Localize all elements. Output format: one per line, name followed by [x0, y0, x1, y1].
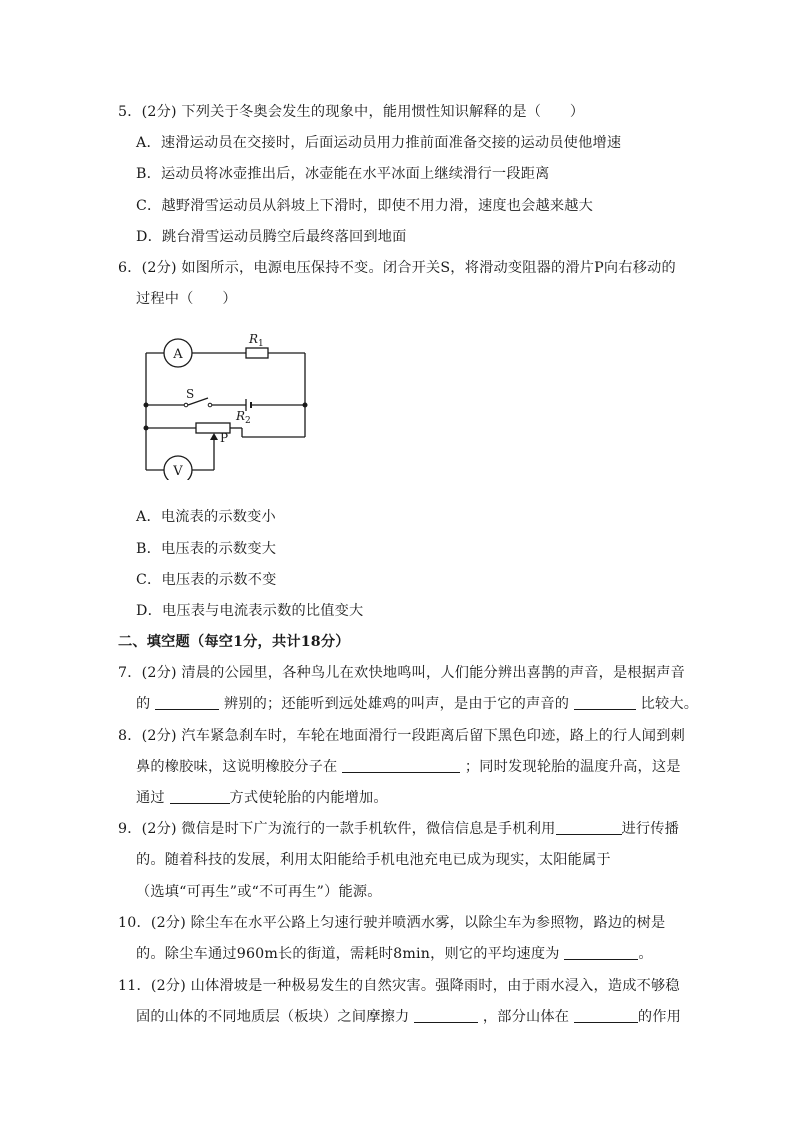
q9-line3: （选填“可再生”或“不可再生”）能源。: [136, 884, 382, 900]
q9-line2: 的。随着科技的发展，利用太阳能给手机电池充电已成为现实，太阳能属于: [136, 852, 611, 868]
answer-blank: [342, 758, 460, 773]
circuit-diagram: [130, 330, 320, 480]
q6-stem-line1: 6．(2分) 如图所示，电源电压保持不变。闭合开关S，将滑动变阻器的滑片P向右移动的: [118, 260, 676, 276]
r1-resistor: [246, 348, 268, 358]
q8-line1: 8．(2分) 汽车紧急刹车时，车轮在地面滑行一段距离后留下黑色印迹，路上的行人闻到刺: [118, 728, 685, 744]
section-heading: 二、填空题（每空1分，共计18分）: [118, 634, 350, 650]
q5-option-c: C．越野滑雪运动员从斜坡上下滑时，即使不用力滑，速度也会越来越大: [136, 198, 594, 214]
answer-blank: [574, 1008, 638, 1023]
q11-line1: 11．(2分) 山体滑坡是一种极易发生的自然灾害。强降雨时，由于雨水浸入，造成不够稳: [118, 978, 680, 994]
slider-arrow: [210, 433, 218, 440]
q7-line1: 7．(2分) 清晨的公园里，各种鸟儿在欢快地鸣叫，人们能分辨出喜鹊的声音，是根据声音: [118, 665, 685, 681]
q9-line1: 9．(2分) 微信是时下广为流行的一款手机软件，微信信息是手机利用 进行传播: [118, 821, 680, 837]
q6-option-a: A．电流表的示数变小: [136, 509, 276, 525]
q6-option-c: C．电压表的示数不变: [136, 572, 277, 588]
answer-blank: [574, 695, 636, 710]
q5-option-a: A．速滑运动员在交接时，后面运动员用力推前面准备交接的运动员使他增速: [136, 135, 622, 151]
q10-line2: 的。除尘车通过960m长的街道，需耗时8min，则它的平均速度为 。: [136, 946, 653, 962]
answer-blank: [414, 1008, 478, 1023]
q5-stem: 5．(2分) 下列关于冬奥会发生的现象中，能用惯性知识解释的是（ ）: [118, 104, 585, 120]
answer-blank: [155, 695, 219, 710]
q5-option-b: B．运动员将冰壶推出后，冰壶能在水平冰面上继续滑行一段距离: [136, 166, 550, 182]
q10-line1: 10．(2分) 除尘车在水平公路上匀速行驶并喷洒水雾，以除尘车为参照物，路边的树是: [118, 915, 666, 931]
r1-label: $R_1$: [249, 332, 264, 349]
q6-stem-line2: 过程中（ ）: [136, 291, 237, 307]
switch-label: S: [186, 387, 195, 401]
q8-line2: 鼻的橡胶味，这说明橡胶分子在 ；同时发现轮胎的温度升高，这是: [136, 759, 681, 775]
q6-option-d: D．电压表与电流表示数的比值变大: [136, 603, 364, 619]
voltmeter-label: V: [173, 464, 183, 479]
answer-blank: [170, 789, 230, 804]
ammeter-label: A: [173, 347, 183, 362]
r2-label: $R_2$: [236, 409, 251, 426]
answer-blank: [556, 820, 622, 835]
q11-line2: 固的山体的不同地质层（板块）之间摩擦力 ，部分山体在 的作用: [136, 1009, 682, 1025]
q7-line2: 的 辨别的；还能听到远处雄鸡的叫声，是由于它的声音的 比较大。: [136, 696, 699, 712]
q5-option-d: D．跳台滑雪运动员腾空后最终落回到地面: [136, 229, 407, 245]
answer-blank: [564, 945, 638, 960]
q8-line3: 通过 方式使轮胎的内能增加。: [136, 790, 388, 806]
q6-option-b: B．电压表的示数变大: [136, 541, 277, 557]
slider-label: P: [220, 431, 229, 445]
